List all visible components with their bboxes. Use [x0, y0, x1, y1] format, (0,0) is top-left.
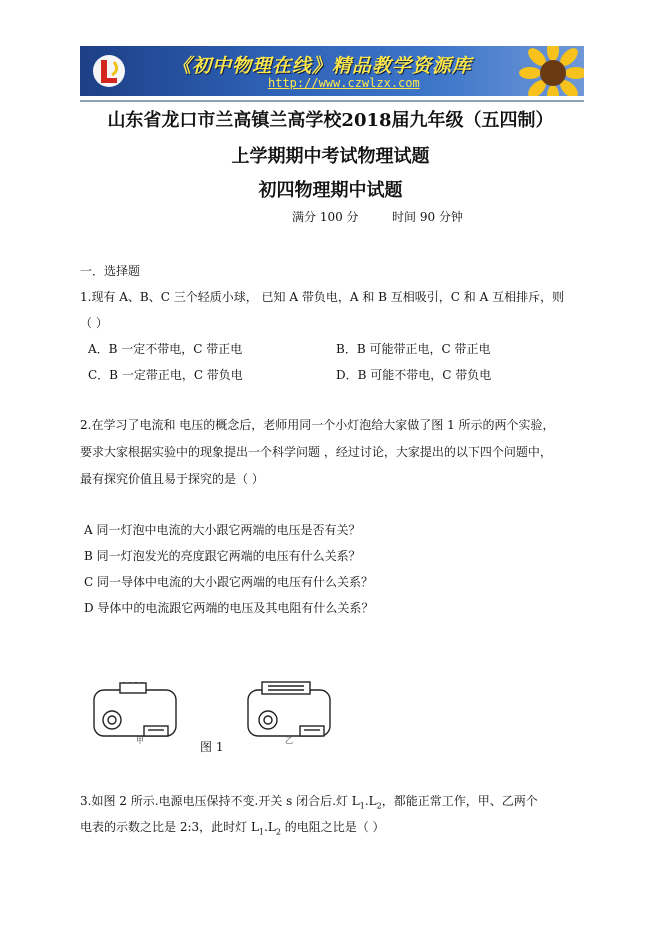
sunflower-icon — [518, 46, 584, 96]
q2-stem-line3: 最有探究价值且易于探究的是（ ） — [80, 472, 264, 486]
figure-1-label-right: 乙 — [285, 736, 293, 745]
banner-title: 《初中物理在线》精品教学资源库 — [172, 55, 473, 77]
q1-stem: 1.现有 A、B、C 三个轻质小球， 已知 A 带负电，A 和 B 互相吸引，C 和 A 互相排斥，则 — [80, 290, 565, 304]
q2-stem-line2: 要求大家根据实验中的现象提出一个科学问题 ，经过讨论，大家提出的以下四个问题中， — [80, 445, 552, 459]
q3-stem-line1: 3.如图 2 所示.电源电压保持不变.开关 s 闭合后.灯 $L_1.L_2$，都能正常工作，甲、乙两个 — [80, 794, 538, 811]
q2-option-c: C 同一导体中电流的大小跟它两端的电压有什么关系？ — [84, 575, 373, 589]
banner-url[interactable]: http://www.czwlzx.com — [268, 76, 420, 90]
section-heading: 一．选择题 — [80, 264, 141, 278]
q2-option-d: D 导体中的电流跟它两端的电压及其电阻有什么关系？ — [84, 601, 374, 615]
q1-option-b: B．B 可能带正电，C 带正电 — [336, 342, 491, 356]
q1-option-d: D．B 可能不带电，C 带负电 — [336, 368, 492, 382]
page-title-line2: 上学期期中考试物理试题 — [231, 146, 430, 167]
q1-blank: （ ） — [80, 316, 108, 330]
page-title-line1: 山东省龙口市兰高镇兰高学校2018届九年级（五四制） — [107, 110, 554, 131]
q3-stem-line2: 电表的示数之比是 2:3，此时灯 $L_1.L_2$ 的电阻之比是（ ） — [80, 820, 385, 837]
q2-option-b: B 同一灯泡发光的亮度跟它两端的电压有什么关系？ — [84, 549, 361, 563]
q2-stem-line1: 2.在学习了电流和 电压的概念后，老师用同一个小灯泡给大家做了图 1 所示的两个实验， — [80, 418, 555, 432]
time-limit: 时间 90 分钟 — [392, 210, 463, 224]
logo-icon — [92, 54, 126, 88]
header-banner — [80, 46, 584, 96]
q2-option-a: A 同一灯泡中电流的大小跟它两端的电压是否有关？ — [84, 523, 361, 537]
full-score: 满分 100 分 — [292, 210, 359, 224]
figure-1-caption: 图 1 — [200, 740, 224, 754]
banner-divider — [80, 100, 584, 102]
q1-option-c: C．B 一定带正电，C 带负电 — [88, 368, 243, 382]
page-title-line3: 初四物理期中试题 — [258, 180, 403, 201]
q1-option-a: A．B 一定不带电，C 带正电 — [88, 342, 243, 356]
figure-1-label-left: 甲 — [136, 736, 144, 745]
